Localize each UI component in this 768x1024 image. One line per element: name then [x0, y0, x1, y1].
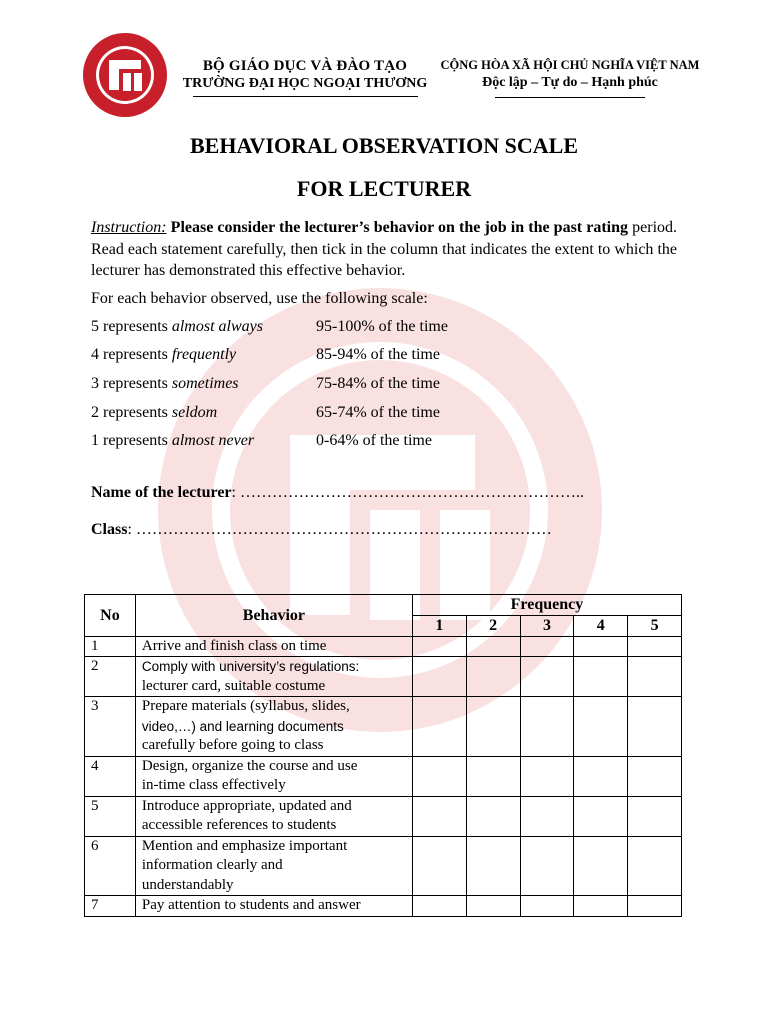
table-row	[85, 796, 682, 836]
frequency-cell[interactable]	[628, 796, 682, 836]
header-left-rule	[193, 96, 418, 97]
frequency-cell[interactable]	[520, 636, 574, 657]
instruction-paragraph	[91, 217, 677, 282]
frequency-cell[interactable]	[574, 796, 628, 836]
frequency-cell[interactable]	[412, 836, 466, 896]
row-number: 3	[85, 697, 136, 757]
scale-row	[91, 404, 591, 426]
scale-term: almost never	[171, 432, 255, 449]
frequency-cell[interactable]	[520, 756, 574, 796]
frequency-cell[interactable]	[574, 836, 628, 896]
behavior-line: in-time class effectively	[141, 777, 286, 793]
no-header: No	[85, 595, 136, 637]
frequency-col-5: 5	[628, 616, 682, 637]
frequency-cell[interactable]	[628, 836, 682, 896]
table-row	[85, 697, 682, 757]
class-field[interactable]	[91, 521, 552, 539]
header-right-rule	[495, 97, 645, 98]
row-number: 6	[85, 836, 136, 896]
scale-row	[91, 432, 591, 454]
behavior-line: Design, organize the course and use	[141, 757, 358, 774]
scale-prefix: 2 represents	[91, 404, 172, 421]
frequency-cell[interactable]	[466, 756, 520, 796]
scale-range: 75-84% of the time	[316, 375, 440, 392]
frequency-col-4: 4	[574, 616, 628, 637]
ministry-name: BỘ GIÁO DỤC VÀ ĐÀO TẠO	[202, 58, 408, 74]
scale-range: 65-74% of the time	[316, 404, 440, 421]
frequency-cell[interactable]	[574, 657, 628, 697]
frequency-cell[interactable]	[628, 697, 682, 757]
behavior-line: Prepare materials (syllabus, slides,	[141, 698, 350, 714]
instruction-rest-text: period. Read each statement carefully, then tick in the column that indicates the extent to which the lecturer has demonstrated this effective behavior.	[91, 219, 678, 279]
behavior-text	[135, 636, 412, 657]
document-title: BEHAVIORAL OBSERVATION SCALE	[189, 133, 579, 158]
frequency-cell[interactable]	[466, 896, 520, 917]
behavior-line: Pay attention to students and answer	[141, 897, 361, 913]
university-logo	[82, 32, 168, 118]
behavior-line: video,…) and learning documents	[141, 718, 344, 734]
frequency-cell[interactable]	[574, 697, 628, 757]
lecturer-name-blank[interactable]: : ………………………………………………………..	[231, 484, 584, 501]
class-blank[interactable]: : ……………………………………………………………………	[127, 521, 552, 538]
frequency-header: Frequency	[412, 595, 681, 616]
behavior-line: Introduce appropriate, updated and	[141, 797, 352, 814]
behavior-text	[135, 756, 412, 796]
frequency-cell[interactable]	[466, 697, 520, 757]
instruction-bold-text: Please consider the lecturer’s behavior on the job in the past rating	[170, 219, 629, 236]
behavior-line: carefully before going to class	[141, 737, 324, 753]
behavior-text	[135, 836, 412, 896]
behavior-line: Arrive and finish class on time	[141, 637, 327, 654]
frequency-cell[interactable]	[574, 756, 628, 796]
frequency-cell[interactable]	[574, 896, 628, 917]
instruction-label: Instruction:	[91, 219, 167, 236]
scale-row	[91, 346, 591, 368]
scale-term: frequently	[171, 346, 237, 363]
scale-prefix: 1 represents	[91, 432, 172, 449]
frequency-cell[interactable]	[466, 657, 520, 697]
scale-row	[91, 375, 591, 397]
row-number: 4	[85, 756, 136, 796]
table-row	[85, 636, 682, 657]
frequency-cell[interactable]	[628, 896, 682, 917]
scale-term: almost always	[171, 318, 263, 335]
frequency-col-2: 2	[466, 616, 520, 637]
ministry-header	[180, 58, 430, 97]
frequency-cell[interactable]	[412, 697, 466, 757]
frequency-cell[interactable]	[412, 657, 466, 697]
frequency-cell[interactable]	[520, 697, 574, 757]
frequency-col-1: 1	[412, 616, 466, 637]
university-name: TRƯỜNG ĐẠI HỌC NGOẠI THƯƠNG	[182, 76, 428, 91]
scale-prefix: 4 represents	[91, 346, 172, 363]
scale-prefix: 3 represents	[91, 375, 172, 392]
scale-term: sometimes	[171, 375, 239, 392]
table-row	[85, 657, 682, 697]
behavior-text	[135, 697, 412, 757]
frequency-cell[interactable]	[466, 796, 520, 836]
frequency-col-3: 3	[520, 616, 574, 637]
frequency-cell[interactable]	[520, 896, 574, 917]
behavior-line: Comply with university’s regulations:	[141, 659, 360, 674]
table-row	[85, 836, 682, 896]
scale-intro: For each behavior observed, use the following scale:	[91, 290, 428, 307]
behavior-table	[84, 594, 682, 917]
frequency-cell[interactable]	[466, 836, 520, 896]
behavior-text	[135, 896, 412, 917]
frequency-cell[interactable]	[412, 796, 466, 836]
row-number: 2	[85, 657, 136, 697]
scale-range: 0-64% of the time	[316, 432, 432, 449]
frequency-cell[interactable]	[466, 636, 520, 657]
frequency-cell[interactable]	[520, 657, 574, 697]
behavior-line: information clearly and	[141, 857, 283, 873]
behavior-line: accessible references to students	[141, 817, 337, 833]
scale-term: seldom	[171, 404, 218, 421]
behavior-line: understandably	[141, 876, 234, 893]
table-row	[85, 896, 682, 917]
table-header-row	[85, 595, 682, 616]
frequency-cell[interactable]	[628, 756, 682, 796]
frequency-cell[interactable]	[412, 896, 466, 917]
frequency-cell[interactable]	[412, 756, 466, 796]
scale-range: 95-100% of the time	[316, 318, 448, 335]
frequency-cell[interactable]	[574, 636, 628, 657]
frequency-cell[interactable]	[520, 836, 574, 896]
frequency-cell[interactable]	[412, 636, 466, 657]
row-number: 5	[85, 796, 136, 836]
behavior-line: lecturer card, suitable costume	[141, 677, 326, 694]
behavior-text	[135, 657, 412, 697]
frequency-cell[interactable]	[628, 636, 682, 657]
frequency-cell[interactable]	[628, 657, 682, 697]
document-subtitle: FOR LECTURER	[296, 176, 472, 201]
national-motto: Độc lập – Tự do – Hạnh phúc	[482, 75, 658, 90]
scale-prefix: 5 represents	[91, 318, 172, 335]
frequency-cell[interactable]	[520, 796, 574, 836]
behavior-header: Behavior	[135, 595, 412, 637]
behavior-text	[135, 796, 412, 836]
class-label: Class	[91, 521, 128, 538]
scale-range: 85-94% of the time	[316, 346, 440, 363]
row-number: 7	[85, 896, 136, 917]
scale-row	[91, 318, 591, 340]
national-header	[435, 58, 705, 98]
table-row	[85, 756, 682, 796]
lecturer-name-label: Name of the lecturer	[91, 484, 232, 501]
behavior-line: Mention and emphasize important	[141, 837, 348, 854]
row-number: 1	[85, 636, 136, 657]
lecturer-name-field[interactable]	[91, 484, 584, 502]
country-name: CỘNG HÒA XÃ HỘI CHỦ NGHĨA VIỆT NAM	[440, 58, 700, 72]
